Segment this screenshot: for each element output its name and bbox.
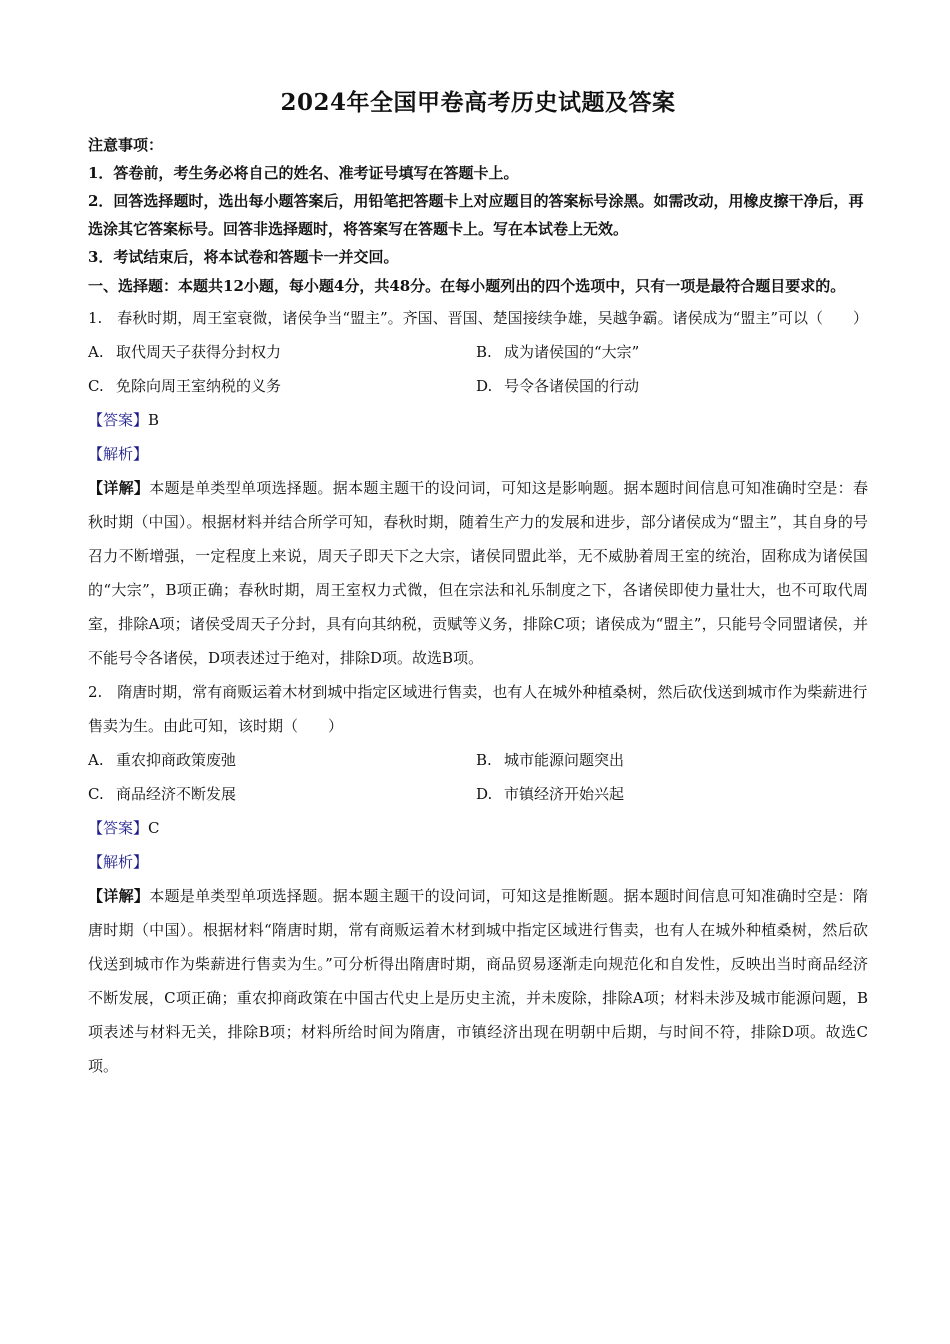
option-key: C. — [88, 377, 104, 395]
option-list — [88, 335, 868, 403]
analysis-line — [88, 845, 868, 879]
answer-line — [88, 403, 868, 437]
option-key: B. — [476, 751, 492, 769]
option-a — [88, 743, 476, 777]
option-text: 重农抑商政策废弛 — [116, 751, 237, 769]
option-key: A. — [88, 343, 104, 361]
option-key: C. — [88, 785, 104, 803]
answer-value: B — [148, 411, 160, 429]
answer-label: 【答案】 — [88, 819, 149, 837]
notice-item: 3．考试结束后，将本试卷和答题卡一并交回。 — [88, 248, 399, 266]
question-1 — [88, 301, 868, 675]
notice-item: 1．答卷前，考生务必将自己的姓名、准考证号填写在答题卡上。 — [88, 164, 519, 182]
detail-text: 本题是单类型单项选择题。据本题主题干的设问词，可知这是推断题。据本题时间信息可知准确时空是：隋唐时期（中国）。根据材料“隋唐时期，常有商贩运着木材到城中指定区域进行售卖，也有人在城外种植桑树，然后砍伐送到城市作为柴薪进行售卖为生。”可分析得出隋唐时期，商品贸易逐渐走向规范化和自发性，反映出当时商品经济不断发展，C项正确；重农抑商政策在中国古代史上是历史主流，并未废除，排除A项；材料未涉及城市能源问题，B项表述与材料无关，排除B项；材料所给时间为隋唐，市镇经济出现在明朝中后期，与时间不符，排除D项。故选C项。 — [88, 887, 868, 1075]
question-stem: 2. 隋唐时期，常有商贩运着木材到城中指定区域进行售卖，也有人在城外种植桑树，然后砍伐送到城市作为柴薪进行售卖为生。由此可知，该时期（ ） — [88, 683, 868, 735]
option-key: A. — [88, 751, 104, 769]
option-d — [476, 777, 868, 811]
option-key: D. — [476, 377, 493, 395]
answer-line — [88, 811, 868, 845]
analysis-label: 【解析】 — [88, 853, 149, 871]
answer-label: 【答案】 — [88, 411, 149, 429]
analysis-line — [88, 437, 868, 471]
option-text: 取代周天子获得分封权力 — [116, 343, 282, 361]
option-text: 城市能源问题突出 — [504, 751, 625, 769]
detail-paragraph — [88, 471, 868, 675]
notice-block — [88, 131, 868, 271]
option-b — [476, 335, 868, 369]
option-text: 号令各诸侯国的行动 — [504, 377, 640, 395]
option-a — [88, 335, 476, 369]
answer-value: C — [148, 819, 160, 837]
notice-item: 2．回答选择题时，选出每小题答案后，用铅笔把答题卡上对应题目的答案标号涂黑。如需改动，用橡皮擦干净后，再选涂其它答案标号。回答非选择题时，将答案写在答题卡上。写在本试卷上无效。 — [88, 192, 864, 238]
option-text: 免除向周王室纳税的义务 — [116, 377, 282, 395]
page-title: 2024年全国甲卷高考历史试题及答案 — [280, 89, 676, 116]
option-d — [476, 369, 868, 403]
option-text: 市镇经济开始兴起 — [504, 785, 625, 803]
option-c — [88, 369, 476, 403]
analysis-label: 【解析】 — [88, 445, 149, 463]
detail-text: 本题是单类型单项选择题。据本题主题干的设问词，可知这是影响题。据本题时间信息可知准确时空是：春秋时期（中国）。根据材料并结合所学可知，春秋时期，随着生产力的发展和进步，部分诸侯成为“盟主”，其自身的号召力不断增强，一定程度上来说，周天子即天下之大宗，诸侯同盟此举，无不威胁着周王室的统治，固称成为诸侯国的“大宗”，B项正确；春秋时期，周王室权力式微，但在宗法和礼乐制度之下，各诸侯即使力量壮大，也不可取代周室，排除A项；诸侯受周天子分封，具有向其纳税，贡赋等义务，排除C项；诸侯成为“盟主”，只能号令同盟诸侯，并不能号令各诸侯，D项表述过于绝对，排除D项。故选B项。 — [88, 479, 868, 667]
option-key: D. — [476, 785, 493, 803]
detail-label: 【详解】 — [88, 479, 150, 497]
exam-page — [88, 84, 868, 1083]
option-list — [88, 743, 868, 811]
section-heading: 一、选择题：本题共12小题，每小题4分，共48分。在每小题列出的四个选项中，只有一项是最符合题目要求的。 — [88, 277, 846, 295]
detail-paragraph — [88, 879, 868, 1083]
question-2 — [88, 675, 868, 1083]
option-text: 成为诸侯国的“大宗” — [504, 343, 640, 361]
notice-heading: 注意事项： — [88, 136, 164, 154]
question-stem: 1. 春秋时期，周王室衰微，诸侯争当“盟主”。齐国、晋国、楚国接续争雄，吴越争霸。诸侯成为“盟主”可以（ ） — [88, 309, 868, 327]
detail-label: 【详解】 — [88, 887, 150, 905]
option-text: 商品经济不断发展 — [116, 785, 237, 803]
option-b — [476, 743, 868, 777]
option-c — [88, 777, 476, 811]
option-key: B. — [476, 343, 492, 361]
